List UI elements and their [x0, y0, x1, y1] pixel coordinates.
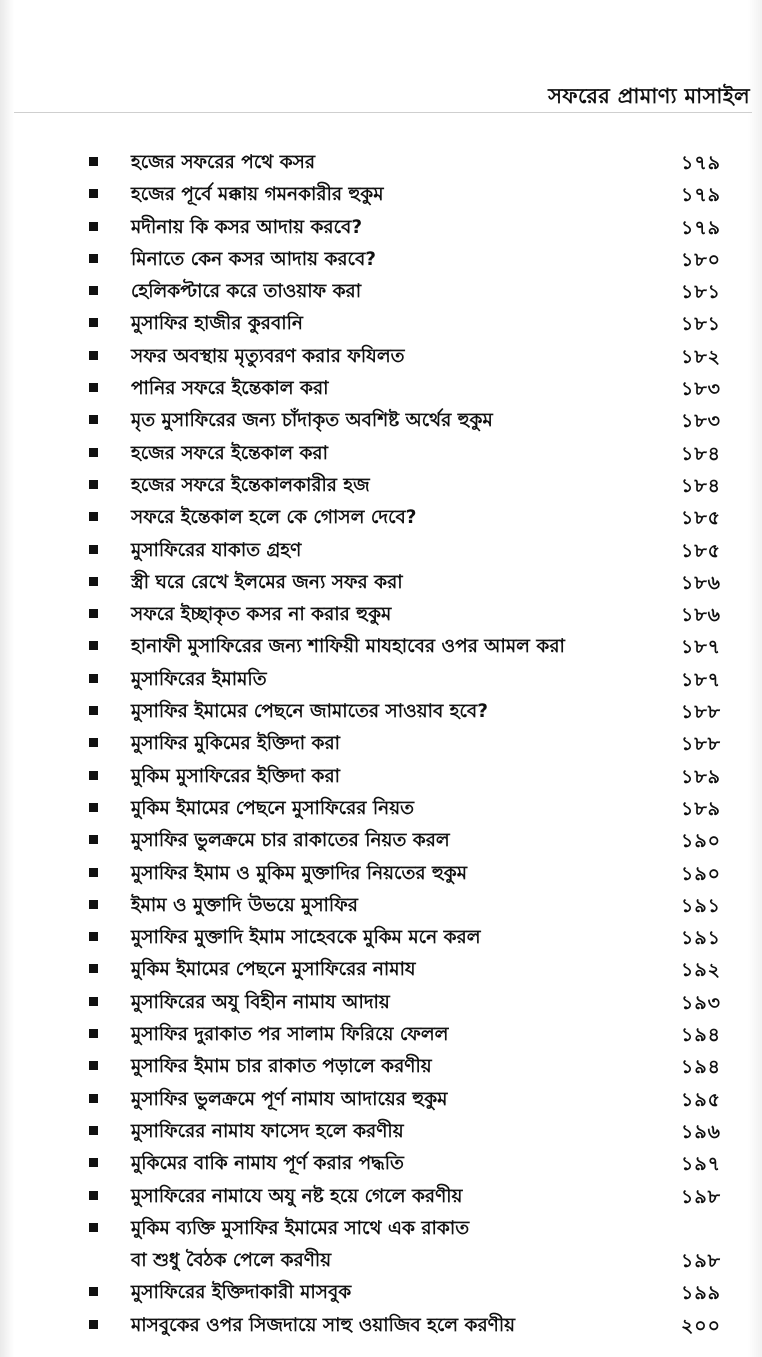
toc-entry-title-line: মিনাতে কেন কসর আদায় করবে? [131, 248, 377, 270]
toc-entry-title [131, 373, 676, 405]
square-bullet-icon [89, 900, 98, 909]
toc-entry-title [131, 922, 676, 954]
toc-entry [0, 1309, 762, 1341]
toc-entry-page-number: ১৮৮ [681, 733, 721, 756]
toc-entry-page-number: ১৯১ [681, 927, 721, 950]
square-bullet-icon [89, 674, 98, 683]
toc-entry [0, 1115, 762, 1147]
toc-entry [0, 501, 762, 533]
toc-entry [0, 1018, 762, 1050]
toc-entry [0, 792, 762, 824]
toc-entry-page-number: ১৯৭ [680, 1153, 721, 1176]
toc-entry-page-number: ১৮৮ [681, 701, 721, 724]
toc-entry-title-line: হজের সফরে ইন্তেকাল করা [131, 442, 328, 464]
toc-entry-title-line: বা শুধু বৈঠক পেলে করণীয় [131, 1250, 332, 1272]
toc-entry-page-number: ১৮০ [680, 248, 721, 271]
toc-entry [0, 404, 762, 436]
toc-entry-title-line: মুসাফিরের অযু বিহীন নামায আদায় [131, 991, 390, 1013]
toc-entry-page-number: ১৭৯ [680, 184, 721, 207]
toc-entry-page-number: ১৮৫ [681, 539, 721, 562]
toc-entry-title [131, 1116, 676, 1148]
toc-entry [0, 211, 762, 243]
toc-entry [0, 146, 762, 178]
toc-entry [0, 437, 762, 469]
toc-entry-page-number: ২০০ [680, 1314, 721, 1337]
square-bullet-icon [89, 803, 98, 812]
toc-entry-title-line: মুসাফির মুকিমের ইক্তিদা করা [131, 733, 341, 755]
toc-entry-title-line: হেলিকপ্টারে করে তাওয়াফ করা [131, 281, 362, 303]
toc-entry [0, 953, 762, 985]
toc-entry-title [131, 599, 676, 631]
toc-entry-title [131, 1181, 676, 1213]
toc-entry [0, 889, 762, 921]
toc-entry [0, 243, 762, 275]
square-bullet-icon [89, 1191, 98, 1200]
toc-entry-page-number: ১৮৬ [680, 571, 721, 594]
square-bullet-icon [89, 189, 98, 198]
toc-entry-title-line: মুসাফিরের নামায ফাসেদ হলে করণীয় [131, 1120, 404, 1142]
square-bullet-icon [89, 868, 98, 877]
square-bullet-icon [89, 415, 98, 424]
square-bullet-icon [89, 157, 98, 166]
toc-entry-title [131, 1148, 676, 1180]
toc-entry-page-number: ১৮৬ [680, 604, 721, 627]
toc-entry-title [131, 567, 676, 599]
toc-entry-title-line: পানির সফরে ইন্তেকাল করা [131, 378, 329, 400]
toc-entry-page-number: ১৮৯ [681, 797, 721, 820]
square-bullet-icon [89, 480, 98, 489]
toc-entry-page-number: ১৮৩ [680, 410, 721, 433]
toc-entry-page-number: ১৮৪ [681, 442, 721, 465]
square-bullet-icon [89, 222, 98, 231]
toc-entry-title-line: হজের সফরের পথে কসর [131, 152, 316, 173]
toc-entry-title [131, 987, 676, 1019]
table-of-contents [0, 146, 762, 1341]
toc-entry [0, 695, 762, 727]
square-bullet-icon [89, 318, 98, 327]
square-bullet-icon [89, 771, 98, 780]
toc-entry-title-line: মুসাফির মুক্তাদি ইমাম সাহেবকে মুকিম মনে করল [131, 927, 481, 949]
header-divider [14, 112, 752, 113]
toc-entry-page-number: ১৮৯ [681, 765, 721, 788]
toc-entry-title [131, 1019, 676, 1051]
toc-entry-page-number: ১৯৮ [681, 1185, 721, 1208]
toc-entry-title-line: মুসাফির ভুলক্রমে চার রাকাতের নিয়ত করল [131, 830, 450, 852]
square-bullet-icon [89, 997, 98, 1006]
toc-entry [0, 178, 762, 210]
toc-entry-title-line: সফরে ইন্তেকাল হলে কে গোসল দেবে? [131, 507, 417, 529]
toc-entry-title [131, 1084, 676, 1116]
toc-entry-title [131, 179, 676, 211]
toc-entry-title [131, 405, 676, 437]
toc-entry-page-number: ১৮১ [681, 313, 721, 336]
toc-entry-title-line: মুসাফির হাজীর কুরবানি [131, 313, 303, 335]
square-bullet-icon [89, 1029, 98, 1038]
toc-entry-title-line: ইমাম ও মুক্তাদি উভয়ে মুসাফির [131, 894, 358, 916]
toc-entry [0, 1276, 762, 1308]
square-bullet-icon [89, 254, 98, 263]
toc-entry [0, 469, 762, 501]
toc-entry-title-line: মুকিম মুসাফিরের ইক্তিদা করা [131, 765, 341, 787]
toc-entry [0, 824, 762, 856]
toc-entry [0, 1147, 762, 1179]
toc-entry-page-number: ১৯২ [680, 959, 721, 982]
toc-entry [0, 727, 762, 759]
square-bullet-icon [89, 1061, 98, 1070]
toc-entry-page-number: ১৯৯ [681, 1282, 721, 1305]
toc-entry-page-number: ১৯৬ [680, 1120, 721, 1143]
toc-entry [0, 340, 762, 372]
toc-entry-page-number: ১৮৭ [680, 636, 721, 659]
toc-entry-page-number: ১৯৮ [681, 1250, 721, 1273]
square-bullet-icon [89, 448, 98, 457]
toc-entry-title-line: মুকিম ইমামের পেছনে মুসাফিরের নামায [131, 959, 416, 981]
toc-entry [0, 760, 762, 792]
toc-entry-title [131, 470, 676, 502]
square-bullet-icon [89, 286, 98, 295]
square-bullet-icon [89, 738, 98, 747]
toc-entry-page-number: ১৮১ [681, 281, 721, 304]
toc-entry-title-line: মাসবুকের ওপর সিজদায়ে সাহু ওয়াজিব হলে করণীয় [131, 1314, 516, 1336]
toc-entry-title-line: মুসাফিরের নামাযে অযু নষ্ট হয়ে গেলে করণীয় [131, 1185, 463, 1207]
square-bullet-icon [89, 1158, 98, 1167]
toc-entry-title-line: মুকিমের বাকি নামায পূর্ণ করার পদ্ধতি [131, 1153, 404, 1175]
toc-entry-page-number: ১৭৯ [680, 216, 721, 239]
toc-entry-page-number: ১৯০ [680, 830, 721, 853]
square-bullet-icon [89, 641, 98, 650]
running-head-title: সফরের প্রামাণ্য মাসাইল [548, 84, 750, 108]
square-bullet-icon [89, 383, 98, 392]
toc-entry-title [131, 1051, 676, 1083]
square-bullet-icon [89, 1223, 98, 1232]
square-bullet-icon [89, 1094, 98, 1103]
square-bullet-icon [89, 351, 98, 360]
toc-entry-title-line: মুসাফির দুরাকাত পর সালাম ফিরিয়ে ফেলল [131, 1024, 449, 1046]
toc-entry-page-number: ১৮৭ [680, 668, 721, 691]
toc-entry-title [131, 890, 676, 922]
toc-entry-title [131, 954, 676, 986]
toc-entry-page-number: ১৯০ [680, 862, 721, 885]
toc-entry-title-line: মুসাফির ইমামের পেছনে জামাতের সাওয়াব হবে? [131, 701, 488, 723]
toc-entry-title [131, 535, 676, 567]
toc-entry-title [131, 631, 676, 663]
square-bullet-icon [89, 932, 98, 941]
toc-entry-page-number: ১৮২ [680, 345, 721, 368]
square-bullet-icon [89, 577, 98, 586]
toc-entry-title [131, 502, 676, 534]
square-bullet-icon [89, 706, 98, 715]
toc-entry-title [131, 858, 676, 890]
toc-entry-title-line: হজের সফরে ইন্তেকালকারীর হজ [131, 474, 370, 496]
toc-entry-title [131, 341, 676, 373]
toc-entry-title-line: হানাফী মুসাফিরের জন্য শাফিয়ী মাযহাবের ওপর আমল করা [131, 636, 565, 658]
toc-entry [0, 986, 762, 1018]
toc-entry-title [131, 728, 676, 760]
toc-entry [0, 534, 762, 566]
toc-entry [0, 307, 762, 339]
toc-entry-title-line: মুসাফিরের ইক্তিদাকারী মাসবুক [131, 1282, 352, 1304]
square-bullet-icon [89, 1287, 98, 1296]
toc-entry-page-number: ১৮৩ [680, 378, 721, 401]
toc-entry [0, 921, 762, 953]
toc-entry-title [131, 1213, 676, 1278]
toc-entry-title [131, 244, 676, 276]
toc-entry-title [131, 664, 676, 696]
square-bullet-icon [89, 964, 98, 973]
toc-entry-page-number: ১৯৩ [680, 991, 721, 1014]
toc-entry [0, 857, 762, 889]
toc-entry [0, 663, 762, 695]
toc-entry-page-number: ১৮৪ [681, 474, 721, 497]
toc-entry [0, 598, 762, 630]
toc-entry [0, 1050, 762, 1082]
toc-entry [0, 630, 762, 662]
toc-entry [0, 1180, 762, 1212]
toc-entry-title-line: মুসাফির ভুলক্রমে পূর্ণ নামায আদায়ের হুকুম [131, 1088, 448, 1110]
toc-entry-page-number: ১৮৫ [681, 507, 721, 530]
toc-entry-title-line: স্ত্রী ঘরে রেখে ইলমের জন্য সফর করা [131, 571, 403, 593]
square-bullet-icon [89, 1126, 98, 1135]
toc-entry-title-line: হজের পূর্বে মক্কায় গমনকারীর হুকুম [131, 184, 384, 206]
toc-entry-title [131, 276, 676, 308]
toc-entry-title [131, 825, 676, 857]
toc-entry-title [131, 761, 676, 793]
toc-entry-title-line: মুসাফিরের ইমামতি [131, 668, 267, 690]
toc-entry-title-line: সফরে ইচ্ছাকৃত কসর না করার হুকুম [131, 604, 392, 626]
toc-entry-page-number: ১৯৪ [681, 1024, 721, 1047]
toc-entry-title-line: মুকিম ইমামের পেছনে মুসাফিরের নিয়ত [131, 797, 415, 819]
square-bullet-icon [89, 609, 98, 618]
toc-entry-title [131, 696, 676, 728]
toc-entry [0, 1212, 762, 1277]
square-bullet-icon [89, 545, 98, 554]
toc-entry-title [131, 212, 676, 244]
toc-entry-title [131, 1277, 676, 1309]
toc-entry-title-line: মুসাফিরের যাকাত গ্রহণ [131, 539, 302, 561]
toc-entry-title-line: মুসাফির ইমাম ও মুকিম মুক্তাদির নিয়তের হুকুম [131, 862, 467, 884]
square-bullet-icon [89, 1320, 98, 1329]
toc-entry-title [131, 308, 676, 340]
toc-entry-title [131, 147, 676, 179]
toc-entry-page-number: ১৯৫ [681, 1088, 721, 1111]
toc-entry-title [131, 793, 676, 825]
toc-entry [0, 372, 762, 404]
toc-entry-title-line: মুসাফির ইমাম চার রাকাত পড়ালে করণীয় [131, 1056, 432, 1078]
toc-entry-title-line: সফর অবস্থায় মৃত্যুবরণ করার ফযিলত [131, 345, 405, 367]
square-bullet-icon [89, 835, 98, 844]
square-bullet-icon [89, 512, 98, 521]
toc-entry-page-number: ১৯৪ [681, 1056, 721, 1079]
toc-entry-title [131, 1310, 676, 1342]
toc-entry [0, 566, 762, 598]
toc-entry-page-number: ১৯১ [681, 894, 721, 917]
toc-entry-title-line: মৃত মুসাফিরের জন্য চাঁদাকৃত অবশিষ্ট অর্থের হুকুম [131, 410, 493, 432]
toc-entry-title [131, 438, 676, 470]
toc-entry-page-number: ১৭৯ [680, 152, 721, 174]
toc-entry [0, 1083, 762, 1115]
toc-entry-title-line: মদীনায় কি কসর আদায় করবে? [131, 216, 363, 238]
toc-entry [0, 275, 762, 307]
toc-entry-title-line: মুকিম ব্যক্তি মুসাফির ইমামের সাথে এক রাকাত [131, 1217, 470, 1239]
